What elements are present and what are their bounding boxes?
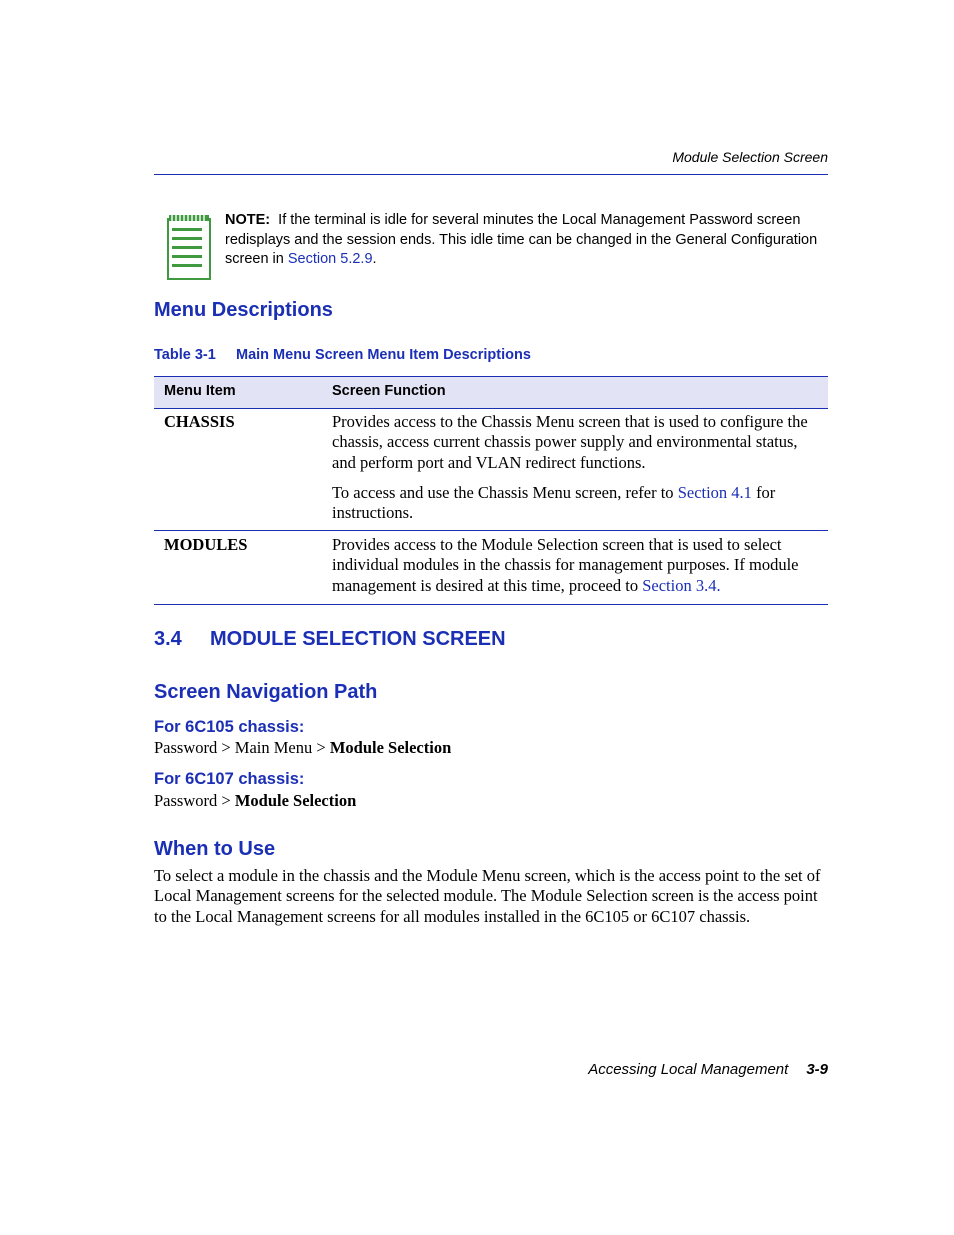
notepad-icon (166, 213, 212, 281)
table-row-function-chassis (332, 412, 824, 523)
section-number: 3.4 (154, 628, 182, 650)
chassis-reference (332, 483, 824, 524)
navigation-path-heading: Screen Navigation Path (154, 681, 378, 703)
when-to-use-heading: When to Use (154, 838, 276, 860)
modules-section-link[interactable]: Section 3.4 (642, 575, 717, 595)
chassis-description: Provides access to the Chassis Menu screen that is used to configure the chassis, access current chassis power supply and environmental status, and perform port and VLAN redirect functions. (332, 412, 808, 472)
chassis-reference-tail: for instructions. (332, 482, 776, 523)
table-bottom-rule (154, 604, 828, 605)
note-text (225, 211, 825, 270)
column-header-menu-item: Menu Item (164, 383, 236, 399)
section-heading (154, 628, 506, 651)
table-caption (154, 347, 531, 363)
modules-period: . (716, 575, 721, 595)
path-6c105-prefix: Password > Main Menu > (154, 738, 326, 757)
path-6c107-prefix: Password > (154, 791, 231, 810)
column-header-screen-function: Screen Function (332, 383, 446, 399)
footer-title: Accessing Local Management (588, 1061, 789, 1078)
chassis-section-link[interactable]: Section 4.1 (677, 482, 752, 502)
table-caption-title: Main Menu Screen Menu Item Descriptions (236, 347, 531, 363)
chassis-6c107-heading: For 6C107 chassis: (154, 770, 305, 788)
modules-description: Provides access to the Module Selection screen that is used to select individual modules in the chassis for management purposes. If module management is desired at this time, proceed to (332, 535, 799, 595)
when-to-use-text: To select a module in the chassis and the Module Menu screen, which is the access point to the set of Local Management screens for the selected module. The Module Selection screen is the access point to the Local Management screens for all modules installed in the 6C105 or 6C107 chassis. (154, 866, 821, 926)
note-label: NOTE: (225, 212, 271, 228)
table-row-item-chassis: CHASSIS (164, 412, 235, 431)
page-number: 3-9 (806, 1061, 828, 1078)
table-caption-number: Table 3-1 (154, 347, 216, 363)
page-footer (588, 1061, 828, 1078)
path-6c105-target: Module Selection (329, 738, 452, 757)
table-row-function-modules (332, 535, 824, 596)
path-6c107-target: Module Selection (234, 791, 357, 810)
chassis-6c107-path (154, 791, 356, 811)
note-period: . (372, 251, 377, 267)
table-row-divider (154, 530, 828, 531)
table-header (154, 376, 828, 409)
chassis-6c105-heading: For 6C105 chassis: (154, 718, 305, 736)
note-body: If the terminal is idle for several minutes the Local Management Password screen redisplays and the session ends. This idle time can be changed in the General Configuration screen in (225, 212, 818, 267)
menu-descriptions-heading: Menu Descriptions (154, 299, 333, 321)
chassis-6c105-path (154, 738, 451, 758)
note-section-link[interactable]: Section 5.2.9 (287, 251, 373, 267)
chassis-reference-text: To access and use the Chassis Menu screen, refer to (332, 482, 674, 502)
header-rule (154, 174, 828, 175)
table-row-item-modules: MODULES (164, 535, 248, 554)
running-head: Module Selection Screen (672, 149, 828, 165)
section-title: MODULE SELECTION SCREEN (210, 628, 506, 650)
